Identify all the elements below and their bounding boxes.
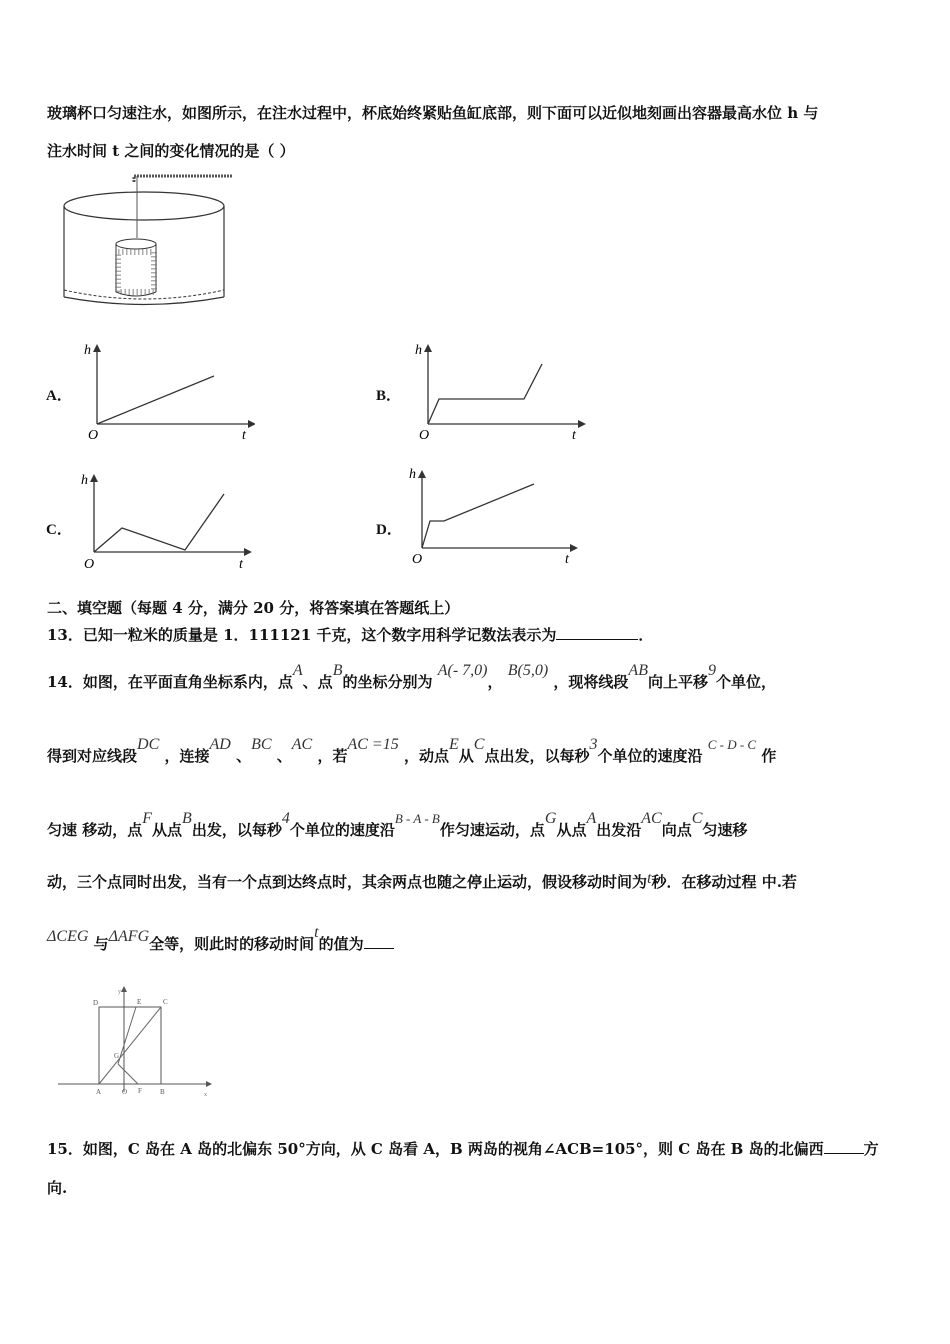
q14-text-8: ，连接 <box>164 747 210 765</box>
q15-line1 <box>47 1139 879 1159</box>
option-d-h: h <box>409 467 416 482</box>
option-a-label: A． <box>46 388 72 404</box>
q14-dun-1: 、 <box>236 747 252 765</box>
q13-text: 13．已知一粒米的质量是 1．111121 千克，这个数字用科学记数法表示为 <box>47 626 557 644</box>
q14-text-27: 全等，则此时的移动时间 <box>149 935 315 953</box>
q13-answer-blank <box>556 625 638 640</box>
q14-t: t <box>647 870 652 887</box>
q14-line5 <box>47 924 394 955</box>
q14-text-20: 从点 <box>556 821 587 839</box>
q14-text-7: 得到对应线段 <box>47 747 138 765</box>
option-c-t: t <box>239 557 243 572</box>
fig-label-e: E <box>137 998 142 1006</box>
option-d-label: D． <box>376 522 402 538</box>
option-a-graph <box>80 338 255 443</box>
q14-text-11: 从 <box>458 747 474 765</box>
fig-label-y: y <box>118 989 121 995</box>
q14-text-3: 的坐标分别为 <box>342 673 433 691</box>
q14-segment-ab: AB <box>628 662 648 679</box>
fig-label-d: D <box>93 999 99 1007</box>
q13-end: ． <box>638 626 654 644</box>
q14-dun-2: 、 <box>276 747 292 765</box>
fig-label-a: A <box>96 1088 102 1096</box>
q14-text-15: 匀速 移动，点 <box>47 821 143 839</box>
q14-point-e: E <box>448 736 459 753</box>
q14-segment-dc: DC <box>137 736 160 753</box>
q14-text-1: 14．如图，在平面直角坐标系内，点 <box>47 673 293 691</box>
q14-segment-bc: BC <box>251 736 272 753</box>
q14-nine: 9 <box>707 662 716 679</box>
fig-label-x: x <box>204 1092 207 1098</box>
q14-triangle-afg: ΔAFG <box>108 928 150 945</box>
option-a-t: t <box>242 428 246 443</box>
q14-t-2: t <box>314 924 319 941</box>
fig-label-c: C <box>163 998 168 1006</box>
q14-text-2: 、点 <box>302 673 333 691</box>
q14-text-23: 匀速移 <box>702 821 748 839</box>
option-d-graph <box>406 462 581 572</box>
q14-text-4: ，现将线段 <box>553 673 629 691</box>
q14-segment-ac: AC <box>291 736 313 753</box>
q14-four: 4 <box>281 810 290 827</box>
q14-point-g: G <box>544 810 557 827</box>
q14-text-24: 动，三个点同时出发，当有一个点到达终点时，其余两点也随之停止运动，假设移动时间为 <box>47 873 648 891</box>
option-d-t: t <box>565 552 569 567</box>
q14-text-28: 的值为 <box>318 935 364 953</box>
q14-line2 <box>47 736 777 767</box>
q14-text-17: 出发，以每秒 <box>191 821 282 839</box>
fig-label-o: O <box>122 1088 128 1096</box>
q14-ac-15: AC =15 <box>347 736 399 753</box>
q14-text-26: 与 <box>93 935 109 953</box>
q14-point-b-2: B <box>182 810 192 827</box>
option-b-h: h <box>415 343 422 358</box>
q14-triangle-ceg: ΔCEG <box>47 928 89 945</box>
q14-segment-ac-2: AC <box>641 810 662 827</box>
fig-label-f: F <box>138 1087 142 1095</box>
option-a-o: O <box>88 428 99 443</box>
q12-line1: 玻璃杯口匀速注水，如图所示，在注水过程中，杯底始终紧贴鱼缸底部，则下面可以近似地刻画出容器最高水位 h 与 <box>47 104 819 122</box>
option-c-label: C． <box>46 522 72 538</box>
q14-point-b: B <box>332 662 343 679</box>
option-c-graph <box>78 466 253 574</box>
q14-text-5: 向上平移 <box>647 673 708 691</box>
option-b-label: B． <box>376 388 402 404</box>
q14-text-16: 从点 <box>152 821 183 839</box>
q14-point-a-2: A <box>586 810 597 827</box>
q14-point-c: C <box>473 736 485 753</box>
option-c-o: O <box>84 557 95 572</box>
option-b-o: O <box>419 428 430 443</box>
q14-answer-blank <box>364 934 394 949</box>
q13 <box>47 625 653 645</box>
q14-text-22: 向点 <box>661 821 692 839</box>
fig-label-g: G <box>114 1052 120 1060</box>
q14-coordinate-figure <box>52 984 217 1102</box>
q14-coord-b: B(5,0) <box>507 662 549 679</box>
q14-text-12: 点出发，以每秒 <box>484 747 590 765</box>
q14-coord-a: A(- 7,0) <box>437 662 488 679</box>
q15-text: 15．如图，C 岛在 A 岛的北偏东 50°方向，从 C 岛看 A，B 两岛的视角∠ACB=105°，则 C 岛在 B 岛的北偏西 <box>47 1140 824 1158</box>
option-a-h: h <box>84 343 91 358</box>
q14-segment-ad: AD <box>209 736 231 753</box>
q14-text-6: 个单位， <box>715 673 776 691</box>
q14-text-13: 个单位的速度沿 <box>597 747 703 765</box>
q14-line4 <box>47 872 797 893</box>
q14-line3 <box>47 810 748 841</box>
q14-text-18: 个单位的速度沿 <box>289 821 395 839</box>
q15-end: 方 <box>863 1140 879 1158</box>
q14-path-bab: B - A - B <box>394 811 440 826</box>
q14-text-10: ，动点 <box>403 747 449 765</box>
option-d-o: O <box>412 552 423 567</box>
q14-path-cdc: C - D - C <box>707 737 757 752</box>
aquarium-figure <box>58 172 238 307</box>
option-b-graph <box>412 336 587 443</box>
q14-comma: ， <box>487 673 503 691</box>
q14-text-21: 出发沿 <box>596 821 642 839</box>
q14-point-c-2: C <box>691 810 703 827</box>
q15-line2: 向. <box>47 1179 68 1197</box>
q14-point-f: F <box>142 810 153 827</box>
q14-three: 3 <box>589 736 598 753</box>
q14-text-14: 作 <box>761 747 777 765</box>
fig-label-b: B <box>160 1088 165 1096</box>
option-c-h: h <box>81 473 88 488</box>
q12-line2: 注水时间 t 之间的变化情况的是（ ） <box>47 142 295 160</box>
q15-answer-blank <box>824 1139 864 1154</box>
q14-text-9: ，若 <box>317 747 348 765</box>
q14-point-a: A <box>292 662 303 679</box>
option-b-t: t <box>572 428 576 443</box>
q14-text-25: 秒．在移动过程 中.若 <box>651 873 797 891</box>
q14-text-19: 作匀速运动，点 <box>439 821 545 839</box>
q14-line1 <box>47 662 776 693</box>
section-2-title: 二、填空题（每题 4 分，满分 20 分，将答案填在答题纸上） <box>47 599 460 617</box>
